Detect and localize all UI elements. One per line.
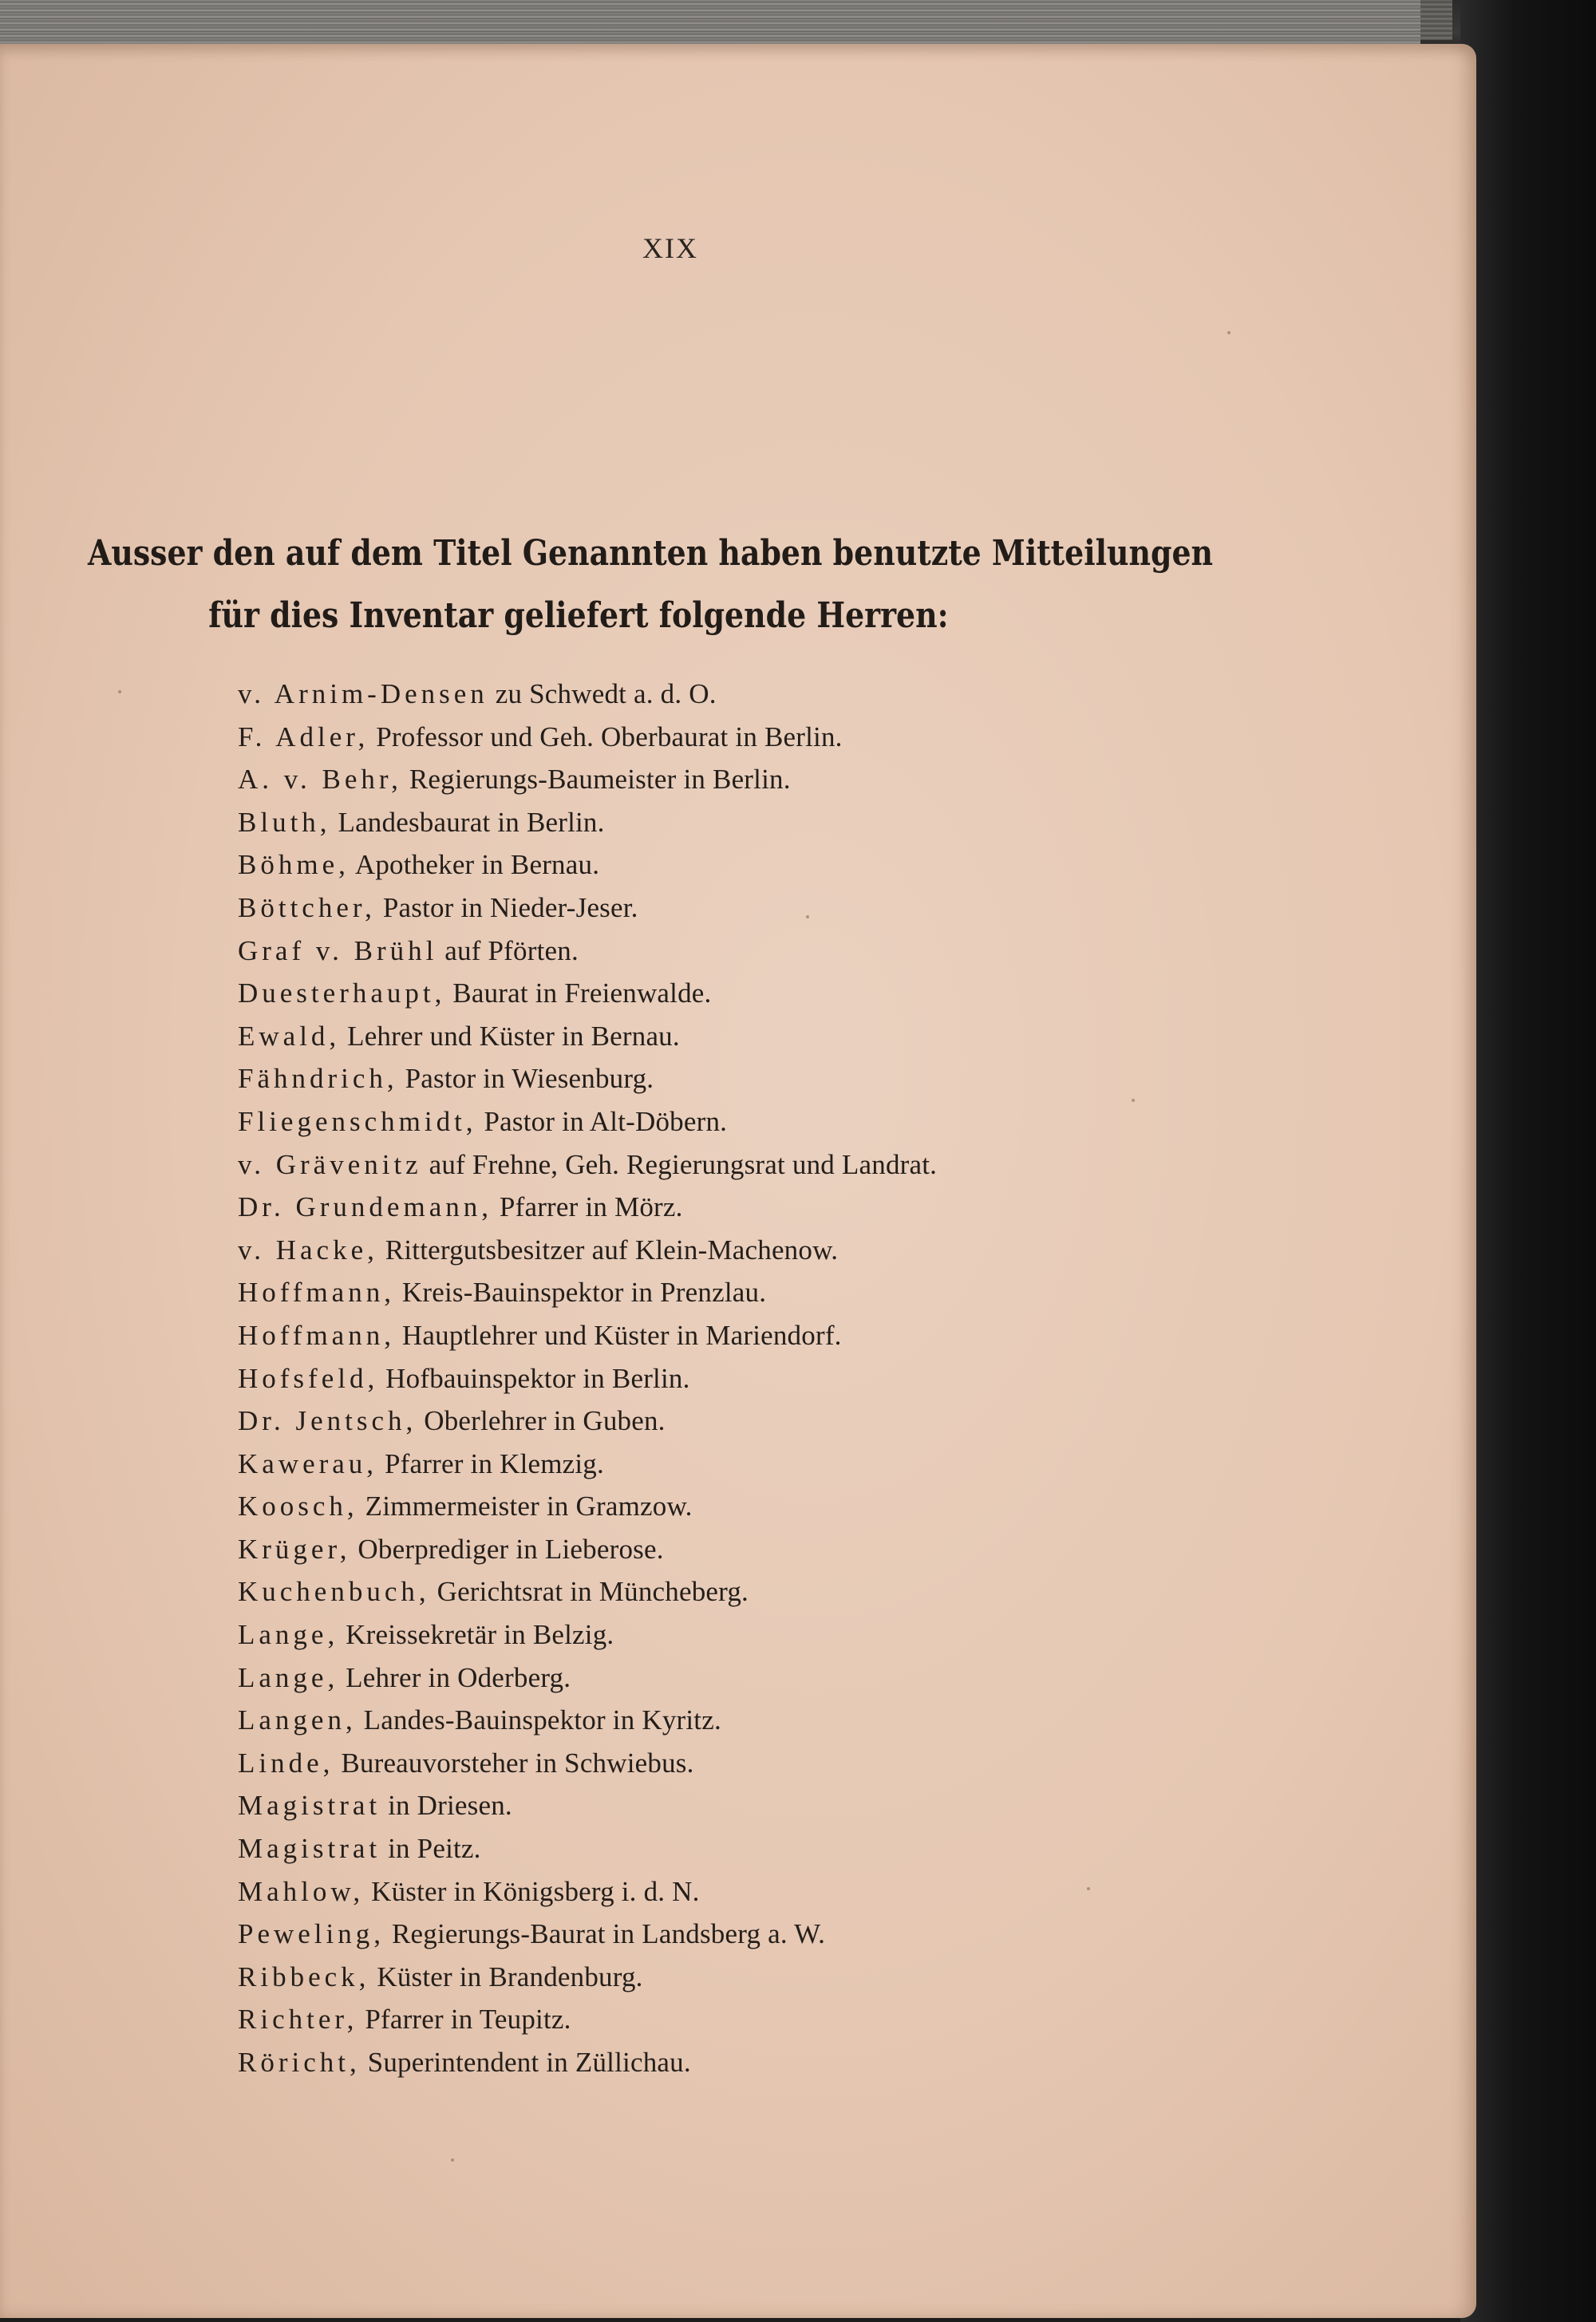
entry-name: A. v. Behr,	[238, 764, 402, 796]
entry-description: Regierungs-Baumeister in Berlin.	[401, 764, 791, 796]
entry-description: Oberprediger in Lieberose.	[350, 1533, 664, 1565]
list-item	[238, 758, 1195, 801]
entry-name: Fliegenschmidt,	[238, 1105, 477, 1137]
list-item	[238, 1657, 1195, 1700]
entry-description: Pfarrer in Mörz.	[492, 1191, 683, 1223]
entry-description: Professor und Geh. Oberbaurat in Berlin.	[369, 721, 843, 752]
entry-name: Hofsfeld,	[238, 1362, 379, 1394]
entry-description: Zimmermeister in Gramzow.	[358, 1491, 693, 1522]
entry-description: Apotheker in Bernau.	[349, 849, 600, 881]
list-item	[238, 1742, 1195, 1785]
entry-name: Dr. Grundemann,	[238, 1191, 492, 1223]
list-item	[238, 1271, 1195, 1314]
entry-description: Regierungs-Baurat in Landsberg a. W.	[385, 1918, 826, 1950]
entry-name: v. Grävenitz	[238, 1148, 422, 1180]
entry-name: Kawerau,	[238, 1447, 378, 1479]
list-item	[238, 972, 1195, 1015]
list-item	[238, 887, 1195, 930]
list-item	[238, 1570, 1195, 1613]
list-item	[238, 1314, 1195, 1357]
entry-name: Magistrat	[238, 1790, 381, 1822]
list-item	[238, 1998, 1195, 2041]
entry-description: in Driesen.	[381, 1790, 512, 1822]
entry-description: Pfarrer in Klemzig.	[377, 1447, 604, 1479]
list-item	[238, 801, 1195, 844]
list-item	[238, 1870, 1195, 1913]
list-item	[238, 1015, 1195, 1058]
entry-description: Superintendent in Züllichau.	[360, 2047, 691, 2078]
entry-name: Lange,	[238, 1661, 339, 1693]
list-item	[238, 1913, 1195, 1956]
entry-description: auf Pförten.	[437, 934, 579, 966]
entry-description: Hauptlehrer und Küster in Mariendorf.	[394, 1319, 842, 1351]
entry-name: Ribbeck,	[238, 1961, 370, 1992]
entry-name: Linde,	[238, 1747, 334, 1779]
entry-name: Hoffmann,	[238, 1319, 395, 1351]
list-item	[238, 930, 1195, 973]
entry-name: Hoffmann,	[238, 1277, 395, 1309]
list-item	[238, 1613, 1195, 1657]
entry-name: F. Adler,	[238, 721, 369, 752]
list-item	[238, 1784, 1195, 1827]
list-item	[238, 1400, 1195, 1443]
entry-description: Bureauvorsteher in Schwiebus.	[334, 1747, 694, 1779]
heading-line-2: für dies Inventar geliefert folgende Herren:	[208, 595, 949, 636]
entry-description: Küster in Brandenburg.	[369, 1961, 643, 1992]
entry-name: Fähndrich,	[238, 1063, 398, 1095]
entry-description: zu Schwedt a. d. O.	[488, 678, 717, 709]
entry-name: Mahlow,	[238, 1875, 365, 1907]
entry-name: Krüger,	[238, 1533, 351, 1565]
list-item	[238, 1485, 1195, 1528]
entry-name: v. Arnim-Densen	[238, 678, 488, 709]
list-item	[238, 1357, 1195, 1400]
entry-description: Pastor in Nieder-Jeser.	[375, 891, 638, 923]
entry-name: Dr. Jentsch,	[238, 1405, 417, 1437]
list-item	[238, 1956, 1195, 1999]
entry-name: Bluth,	[238, 806, 331, 838]
list-item	[238, 673, 1195, 716]
entry-name: Böttcher,	[238, 891, 376, 923]
entry-name: Kuchenbuch,	[238, 1576, 430, 1608]
list-item	[238, 1443, 1195, 1486]
contributors-list	[238, 673, 1195, 2084]
entry-name: Langen,	[238, 1704, 357, 1736]
entry-description: Hofbauinspektor in Berlin.	[378, 1362, 690, 1394]
entry-description: Pastor in Wiesenburg.	[397, 1063, 654, 1095]
entry-name: Koosch,	[238, 1491, 358, 1522]
list-item	[238, 2041, 1195, 2084]
entry-name: Graf v. Brühl	[238, 934, 438, 966]
entry-name: Duesterhaupt,	[238, 977, 446, 1009]
list-item	[238, 843, 1195, 887]
entry-name: Lange,	[238, 1619, 339, 1651]
entry-description: Kreissekretär in Belzig.	[338, 1619, 614, 1651]
entry-description: Landes-Bauinspektor in Kyritz.	[356, 1704, 721, 1736]
list-item	[238, 1186, 1195, 1229]
entry-description: Pfarrer in Teupitz.	[358, 2004, 571, 2036]
entry-description: Lehrer in Oderberg.	[338, 1661, 571, 1693]
entry-description: Oberlehrer in Guben.	[417, 1405, 666, 1437]
entry-name: Magistrat	[238, 1833, 381, 1865]
entry-description: Kreis-Bauinspektor in Prenzlau.	[394, 1277, 767, 1309]
entry-description: Rittergutsbesitzer auf Klein-Machenow.	[377, 1234, 839, 1266]
entry-description: auf Frehne, Geh. Regierungsrat und Landrat.	[421, 1148, 938, 1180]
list-item	[238, 1229, 1195, 1272]
entry-description: Lehrer und Küster in Bernau.	[340, 1020, 680, 1052]
entry-description: Baurat in Freienwalde.	[445, 977, 712, 1009]
entry-name: Röricht,	[238, 2047, 361, 2078]
entry-description: Pastor in Alt-Döbern.	[476, 1105, 728, 1137]
entry-description: in Peitz.	[381, 1833, 481, 1865]
entry-description: Gerichtsrat in Müncheberg.	[429, 1576, 749, 1608]
paper-speck	[1227, 331, 1231, 334]
list-item	[238, 1057, 1195, 1100]
page-heading	[88, 523, 1214, 647]
paper-speck	[451, 2158, 454, 2162]
list-item	[238, 716, 1195, 759]
entry-name: v. Hacke,	[238, 1234, 378, 1266]
paper-speck	[118, 690, 121, 693]
list-item	[238, 1100, 1195, 1143]
entry-description: Landesbaurat in Berlin.	[330, 806, 605, 838]
page-number: XIX	[642, 232, 698, 264]
book-page-edges	[0, 0, 1420, 46]
entry-name: Böhme,	[238, 849, 350, 881]
list-item	[238, 1699, 1195, 1742]
entry-name: Ewald,	[238, 1020, 341, 1052]
scan-background-right	[1460, 0, 1596, 2322]
list-item	[238, 1827, 1195, 1870]
list-item	[238, 1143, 1195, 1187]
book-page-edges-corner	[1420, 0, 1452, 40]
entry-name: Peweling,	[238, 1918, 385, 1950]
list-item	[238, 1528, 1195, 1571]
entry-description: Küster in Königsberg i. d. N.	[364, 1875, 700, 1907]
heading-line-1: Ausser den auf dem Titel Genannten haben benutzte Mitteilungen	[88, 533, 1214, 574]
entry-name: Richter,	[238, 2004, 358, 2036]
